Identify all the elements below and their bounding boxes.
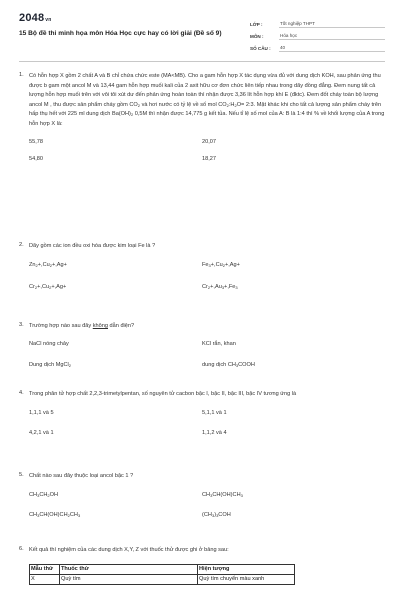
answer-option[interactable]: 54,80 [29,155,43,162]
answer-option[interactable]: 5,1,1 và 1 [202,409,227,416]
answer-grid [29,492,385,529]
question-item [19,72,385,242]
table-header-cell: Hiện tượng [198,564,295,574]
question-item [19,546,385,585]
logo-suffix: vn [45,17,52,23]
answer-option[interactable]: 18,27 [202,155,216,162]
table-header-cell: Mẫu thử [30,564,60,574]
meta-key: LỚP : [250,22,263,27]
answer-option[interactable]: 4,2,1 và 1 [29,429,54,436]
meta-key: SỐ CÂU : [250,46,271,51]
meta-row-class [250,16,385,28]
question-body [29,242,385,322]
question-number: 6. [19,546,24,552]
question-number: 1. [19,72,24,78]
question-text: Trong phân tử hợp chất 2,2,3-trimetylpentan, số nguyên tử cacbon bậc I, bậc II, bậc III, bậc IV tương ứng là [29,391,297,397]
answer-grid [29,341,385,379]
header-meta [250,16,385,52]
question-text: Dãy gồm các ion đều oxi hóa được kim loại Fe là ? [29,243,156,249]
answer-grid [29,262,385,301]
question-item [19,390,385,472]
meta-row-count [250,40,385,52]
header-left [19,12,249,52]
question-text: Có hỗn hợp X gồm 2 chất A và B chỉ chứa chức este (MA<MB). Cho a gam hỗn hợp X tác dụng vừa đủ với dung dịch KOH, sau phản ứng thu được b gam một ancol M và 13,44 gam hỗn hợp muối kali của 2 axit hữu cơ đơn chức liên tiếp nhau trong dãy đồng đẳng. Đem nung tất cả lượng hỗn hợp muối trên với vôi tôi xút dư đến phản ứng hoàn toàn thì nhận được 3,36 lít hỗn hợp khí E (đktc). Đem đốt cháy toàn bộ lượng ancol M , thu được sản phẩm cháy gồm $CO_2$ và hơi nước có tỷ lệ về số mol $CO_2:H_2O=$ 2:3. Mặt khác khi cho tất cả lượng sản phẩm cháy trên hấp thụ hết với 225 ml dung dịch $Ba(OH)_2$ 0,5M thì nhận được 14,775 g kết tủa. Nếu tỉ lệ số mol của A: B là 1:4 thì % về khối lượng của A trong hỗn hợp X là: [29,73,385,127]
question-body [29,472,385,546]
table-cell: Quỳ tím [60,574,198,584]
question-text: Chất nào sau đây thuộc loại ancol bậc 1 ? [29,473,134,479]
meta-row-subject [250,28,385,40]
table-header-cell: Thuốc thử [60,564,198,574]
answer-option[interactable]: dung dịch $CH_3COOH$ [202,361,255,368]
answer-option[interactable]: 1,1,2 và 4 [202,429,227,436]
question-number: 4. [19,390,24,396]
answer-grid [29,410,385,447]
question-number: 3. [19,322,24,328]
table-header-row [30,564,295,574]
answer-option[interactable]: $Zn_2+,Cu_2+,Ag+$ [29,261,67,268]
question-body [29,390,385,472]
answer-option[interactable]: $CH_3CH(OH)CH_2CH_3$ [29,511,81,518]
question-item [19,322,385,390]
answer-option[interactable]: 1,1,1 và 5 [29,409,54,416]
answer-option[interactable]: $Fe_3+,Cu_2+,Ag+$ [202,261,240,268]
question-item [19,242,385,322]
meta-value: Hóa học [279,33,385,40]
answer-option[interactable]: Dung dịch MgCl$_2$ [29,361,72,368]
answer-option[interactable]: $CH_3CH(OH)CH_3$ [202,491,243,498]
question-text: Kết quả thí nghiệm của các dung dịch X,Y, Z với thuốc thử được ghi ở bảng sau: [29,547,229,553]
question-list [19,72,385,585]
logo-text: 2048 [19,12,45,24]
answer-option[interactable]: $CH_3CH_2OH$ [29,491,59,498]
results-table [29,564,295,585]
answer-option[interactable]: NaCl nóng chảy [29,340,69,347]
question-item [19,472,385,546]
answer-grid [29,139,385,173]
answer-option[interactable]: $Cr_2+,Cu_2+,Ag+$ [29,283,67,290]
answer-option[interactable]: $Cr_2+,Au_3+,Fe_3$ [202,283,238,290]
document-header [19,12,385,52]
header-divider [19,61,385,62]
meta-value: 40 [279,45,385,52]
answer-option[interactable]: 20,07 [202,138,216,145]
question-text: Trường hợp nào sau đây không dẫn điện? [29,323,135,329]
meta-key: MÔN : [250,34,264,39]
site-logo[interactable] [19,12,249,24]
question-number: 5. [19,472,24,478]
table-cell: X [30,574,60,584]
answer-option[interactable]: $(CH_3)_3COH$ [202,511,231,518]
answer-option[interactable]: KCl rắn, khan [202,340,236,347]
results-table-wrapper [29,564,385,585]
question-body [29,546,385,585]
question-number: 2. [19,242,24,248]
answer-option[interactable]: 55,78 [29,138,43,145]
document-title: 15 Bộ đề thi minh họa môn Hóa Học cực hay có lời giải (Đề số 9) [19,30,222,37]
question-body [29,322,385,390]
table-row [30,574,295,584]
meta-value: Tốt nghiệp THPT [279,21,385,28]
table-cell: Quỳ tím chuyển màu xanh [198,574,295,584]
question-body [29,72,385,242]
